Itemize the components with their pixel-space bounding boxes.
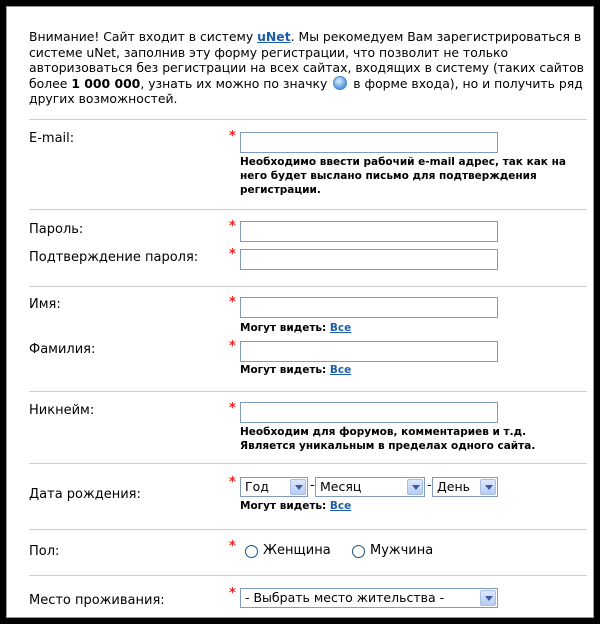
gender-female-radio[interactable] xyxy=(245,545,258,558)
last-name-label: Фамилия: xyxy=(29,342,96,357)
divider xyxy=(29,209,587,210)
divider xyxy=(29,575,587,576)
password-confirm-field[interactable] xyxy=(240,249,498,270)
gender-female-label[interactable]: Женщина xyxy=(263,543,331,558)
nickname-hint: Необходим для форумов, комментариев и т.д. Является уникальным в пределах одного сайта. xyxy=(240,426,536,452)
required-marker: * xyxy=(229,539,236,554)
nickname-field[interactable] xyxy=(240,402,498,423)
required-marker: * xyxy=(229,401,236,416)
email-hint: Необходимо ввести рабочий e-mail адрес, так как на него будет выслано письмо для подтверждения регистрации. xyxy=(240,156,566,196)
required-marker: * xyxy=(229,586,236,601)
residence-label: Место проживания: xyxy=(29,593,165,608)
birth-day-value: День xyxy=(437,479,470,494)
intro-text-part-1: Внимание! Сайт входит в систему xyxy=(29,29,258,44)
required-marker: * xyxy=(229,295,236,310)
divider xyxy=(29,463,587,464)
intro-text-part-4: в форме входа), но и получить ряд других возможностей. xyxy=(29,75,583,106)
email-field[interactable] xyxy=(240,132,498,153)
first-name-field[interactable] xyxy=(240,297,498,318)
residence-select[interactable] xyxy=(240,588,498,608)
required-marker: * xyxy=(229,129,236,144)
chevron-down-icon[interactable] xyxy=(407,479,423,495)
birth-year-value: Год xyxy=(245,479,269,494)
visibility-link[interactable]: Все xyxy=(329,322,352,334)
last-name-visibility xyxy=(240,363,351,377)
chevron-down-icon[interactable] xyxy=(480,479,496,495)
divider xyxy=(29,391,587,392)
divider xyxy=(29,286,587,287)
intro-text xyxy=(29,29,589,107)
intro-text-part-3: , узнать их можно по значку xyxy=(140,75,328,91)
visibility-label: Могут видеть: xyxy=(240,364,327,376)
date-separator: - xyxy=(427,478,432,493)
chevron-down-icon[interactable] xyxy=(480,590,496,606)
unet-icon xyxy=(333,76,347,90)
visibility-label: Могут видеть: xyxy=(240,500,327,512)
required-marker: * xyxy=(229,219,236,234)
divider xyxy=(29,119,587,120)
gender-label: Пол: xyxy=(29,544,60,559)
birthdate-label: Дата рождения: xyxy=(29,487,141,502)
birthdate-visibility xyxy=(240,499,351,513)
visibility-link[interactable]: Все xyxy=(329,364,352,376)
last-name-field[interactable] xyxy=(240,341,498,362)
birth-month-value: Месяц xyxy=(320,479,362,494)
nickname-label: Никнейм: xyxy=(29,403,95,418)
registration-form xyxy=(6,6,594,618)
chevron-down-icon[interactable] xyxy=(290,479,306,495)
unet-link[interactable]: uNet xyxy=(257,29,291,44)
password-label: Пароль: xyxy=(29,222,84,237)
divider xyxy=(29,529,587,530)
intro-text-part-2: . Мы рекомедуем Вам зарегистрироваться в системе uNet, заполнив эту форму регистрации, что позволит не только авторизоваться без регистрации на всех сайтах, входящих в систему (таких сайтов более xyxy=(29,29,584,91)
visibility-link[interactable]: Все xyxy=(329,500,352,512)
residence-value: - Выбрать место жительства - xyxy=(245,590,445,605)
gender-male-radio[interactable] xyxy=(352,545,365,558)
password-confirm-label: Подтверждение пароля: xyxy=(29,250,199,265)
required-marker: * xyxy=(229,475,236,490)
birth-year-select[interactable] xyxy=(240,477,308,497)
password-field[interactable] xyxy=(240,221,498,242)
birth-month-select[interactable] xyxy=(315,477,425,497)
first-name-label: Имя: xyxy=(29,297,61,312)
date-separator: - xyxy=(310,478,315,493)
birth-day-select[interactable] xyxy=(432,477,498,497)
first-name-visibility xyxy=(240,321,351,335)
email-label: E-mail: xyxy=(29,131,75,146)
gender-male-label[interactable]: Мужчина xyxy=(370,543,434,558)
required-marker: * xyxy=(229,247,236,262)
visibility-label: Могут видеть: xyxy=(240,322,327,334)
required-marker: * xyxy=(229,339,236,354)
sites-count: 1 000 000 xyxy=(71,75,141,91)
